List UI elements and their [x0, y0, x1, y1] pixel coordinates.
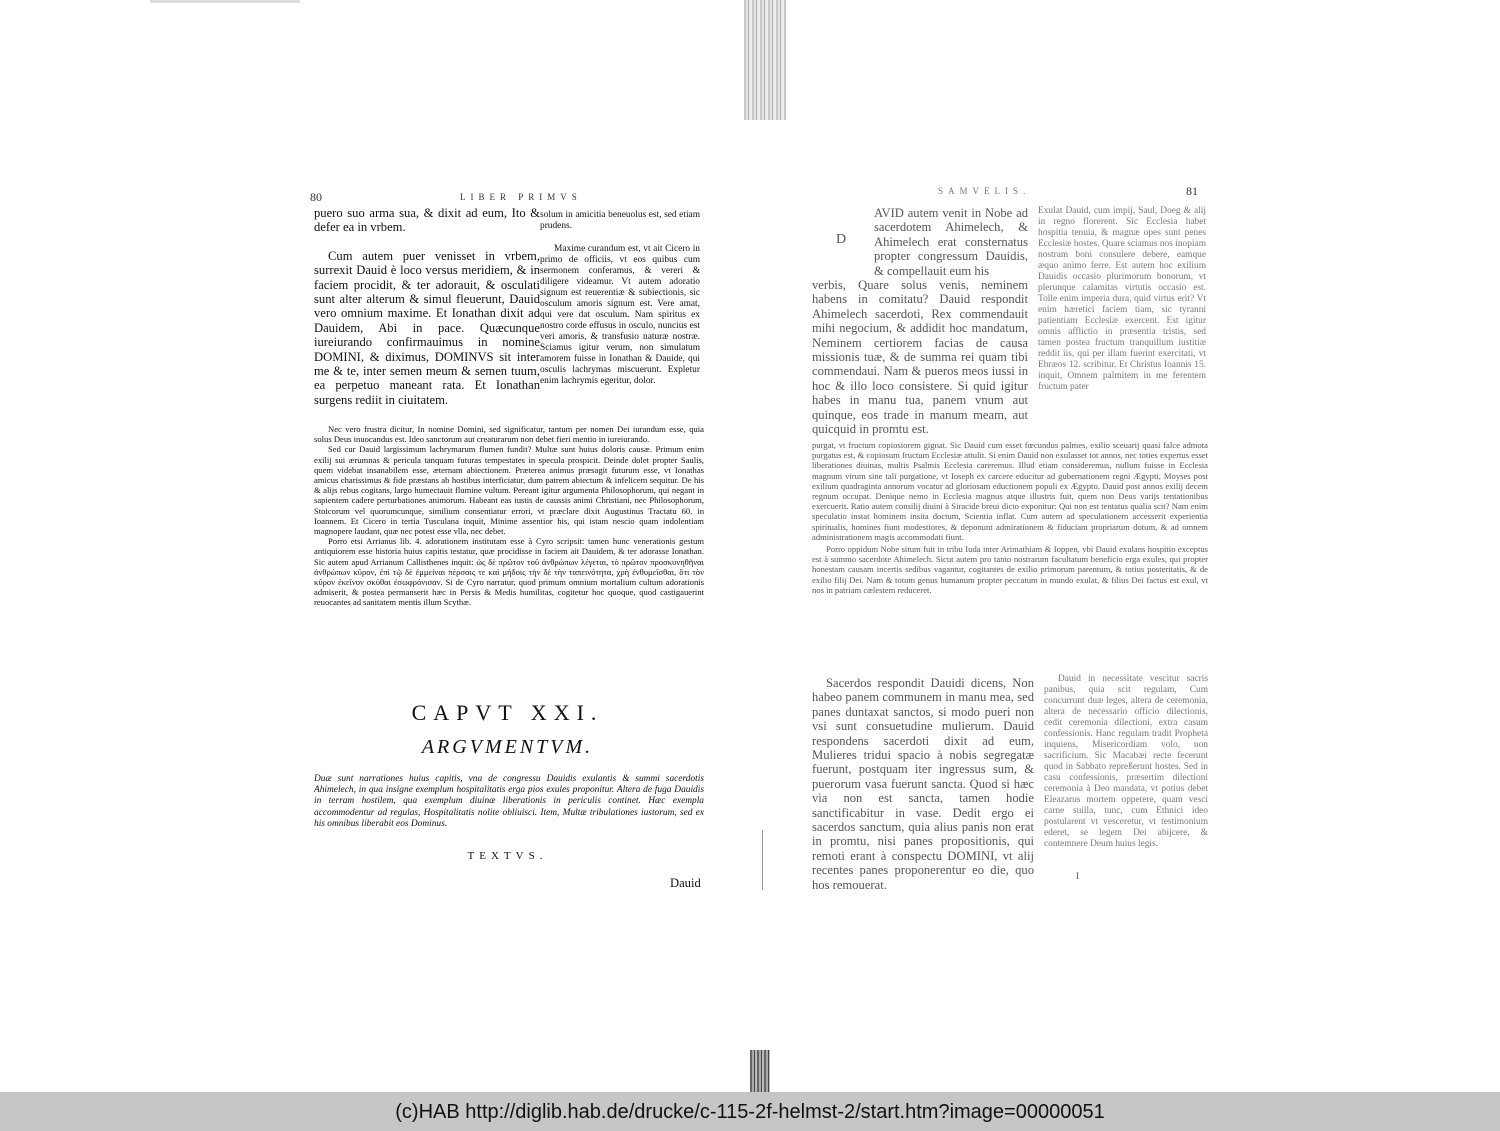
running-head: LIBER PRIMVS [460, 192, 582, 202]
chapter-heading: CAPVT XXI. [411, 700, 604, 725]
commentary-paragraph: purgat, vt fructum copiosiorem gignat. Sic Dauid cum esset fœcundus palmes, exilio sceuarij quasi falce admota purgatus est, & copiosum fructum Ecclesiæ attulit. Si enim Dauid non exulasset tot annos, nec toties expertus esset liberationes diuinas, multis Psalmis Ecclesia careremus. Illud etiam consideremus, nullum fuisse in Ecclesia magnum virum sine tali purgatione, vt Ioseph ex carcere educitur ad gubernationem regni Ægypti, Moyses post exilium quadraginta annorum vocatur ad gloriosam eductionem populi ex Ægypto. Dauid post annos exilij decem regnum occupat. Denique nemo in Ecclesia magnus atque illustris fuit, quem non Deus varijs tentationibus exercuerit. Ratio autem consilij diuini à Siracide breui dicto exponitur: Qui non est tentatus qualia scit? Nam enim speculatio instat hominem insita doctum, Scientia inflat. Cum autem ad speculationem accesserit experientia spiritualis, homines fiunt modestiores, & deponunt admirationem & fiduciam propriarum dotum, & ad omnem administrationem magis accommodati fiunt. [812, 440, 1208, 542]
text-column-1: verbis, Quare solus venis, neminem habens in comitatu? Dauid respondit Ahimelech sacerdoti, Rex commendauit mihi negocium, & addidit hoc mandatum, Neminem certiorem facias de causa missionis tuæ, & de summa rei quam tibi commendaui. Nam & pueros meos iussi in hoc & illo loco consistere. Si quid igitur habes in manu tua, panem vnum aut quinque, eos trade in manum meam, aut quicquid in promtu est. [812, 278, 1028, 437]
commentary-paragraph: Sed cur Dauid largissimum lachrymarum flumen fundit? Multæ sunt huius doloris causæ. Primum enim exilij sui ærumnas & pericula tanquam futuras tempestates in specula prospicit. Deinde dolet propter Saulis, quem videbat insanabilem esse, æternam abiectionem. Præterea animus præsagit futurum esse, vt Ionathas amicus charissimus & fide præstans ab hostibus interficiatur, dum patrem abiectum & infelicem sequitur. De his & alijs rebus cogitans, largo humectauit flumine vultum. Pereant igitur argumenta Philosophorum, qui negant in sapientem cadere perturbationes animorum. Habeant eas iustis de caussis animi Christiani, nec Philosophorum, Stoicorum vel quorumcunque, similium consentiatur errori, vt præclare dixit Augustinus Tractatu 60. in Ioannem. Et Cicero in tertia Tusculana inquit, Minime assentior his, qui istam nescio quam indolentiam magnopere laudant, quæ nec potest esse vlla, nec debet. [314, 444, 704, 537]
copyright-footer-text: (c)HAB http://diglib.hab.de/drucke/c-115-2f-helmst-2/start.htm?image=00000051 [395, 1101, 1105, 1123]
commentary-paragraph: Porro etsi Arrianus lib. 4. adorationem institutam esse à Cyro scripsit: tamen hunc venerationis gestum antiquiorem esse historia huius capitis testatur, quæ procidisse in faciem ait Dauidem, & ter adorasse Ionathan. Sic autem apud Arrianum Callisthenes inquit: ὡς δὲ πρῶτον τοῦ ἀνθρώπων λέγεται, τὸ πρῶτον προσκυνηθῆναι ἀνθρώπων κῦρον, ἐπὶ τῷ δὲ ἐμμείναι πέρσαις τε καὶ μήδοις τὴν δὲ τὴν ταπεινότητα, χρὴ ἐνθυμεῖσθαι, ὅτι τὸν κῦρον ἐκεῖνον σκύθαι ἐσωφρόνισαν. Si de Cyro narratur, quod primum omnium mortalium cultum adorationis admiserit, & postea permanserit hæc in Persis & Medis humilitas, cogitetur hoc quoque, quod castigauerint reuocantes ad sanitatem mentis illum Scythæ. [314, 536, 704, 608]
left-page [310, 188, 705, 888]
text-column-1-opening: AVID autem venit in Nobe ad sacerdotem Ahimelech, & Ahimelech erat consternatus propter congressum Dauidis, & compellauit eum his [874, 206, 1028, 278]
running-head: SAMVELIS. [938, 186, 1031, 196]
text-column-1 [314, 206, 540, 407]
gutter-line [762, 830, 763, 890]
text-column-1: Sacerdos respondit Dauidi dicens, Non habeo panem communem in manu mea, sed panes duntaxat sanctos, si modo pueri non vsi sunt consuetudine mulierum. Dauid respondens sacerdoti dixit ad eum, Mulieres tridui spacio à nobis segregatæ fuerunt, postquam iter ingressus sum, & puerorum vasa fuerunt sancta. Quod si hæc via non est sancta, tamen hodie sanctificabitur in vase. Dedit ergo ei sacerdos sanctum, quia alius panis non erat in promtu, nisi panes propositionis, qui remoti erant à conspectu DOMINI, vt alij recentes panes proponerentur eo die, quo hos remouerat. [812, 676, 1034, 892]
commentary-column-2: Dauid in necessitate vescitur sacris panibus, quia scit regulam, Cum concurrunt duæ leges, altera de ceremonia, altera de necessario officio dilectionis, cedit ceremonia dilectioni, extra casum confessionis. Hanc regulam tradit Propheta inquiens, Misericordiam volo, non sacrificium. Sic Macabæi recte fecerunt quod in Sabbato repreßerunt hostes. Sed in casu confessionis, præsertim dilectioni ceremonia à Deo mandata, vt potius debet Eleazarus mortem oppetere, quam vesci carne suilla, tunc, cum Ethnici ideo postularent vt vesceretur, vt testimonium ederet, se legem Dei abijcere, & contemnere Deum huius legis. [1044, 674, 1208, 849]
catchword: I [1076, 872, 1080, 882]
textus-heading: TEXTVS. [467, 850, 548, 862]
page-number: 80 [310, 190, 322, 204]
commentary-column-2 [540, 210, 700, 387]
text-paragraph: Cum autem puer venisset in vrbem, surrexit Dauid è loco versus meridiem, & in faciem procidit, & ter adorauit, & osculati sunt alter alterum & simul fleuerunt, Dauid vero omnium maxime. Et Ionathan dixit ad Dauidem, Abi in pace. Quæcunque iureiurando confirmauimus in nomine DOMINI, & diximus, DOMINVS sit inter me & te, inter semen meum & semen tuum, ea perpetuo maneant rata. Et Ionathan surgens rediit in ciuitatem. [314, 248, 540, 407]
argumentum-text: Duæ sunt narrationes huius capitis, vna de congressu Dauidis exulantis & summi sacerdotis Ahimelech, in qua insigne exemplum hospitalitatis erga pios exules proponitur. Altera de fuga Dauidis in terram hostilem, qua exemplum diuinæ liberationis in periculis continet. Hæc exempla accommodentur ad regulas, Hospitalitatis nolite obliuisci. Item, Multæ tribulationes iustorum, sed ex his omnibus liberabit eos Dominus. [314, 774, 704, 829]
scan-edge-artifact [150, 0, 300, 3]
commentary-paragraph: solum in amicitia beneuolus est, sed etiam prudens. [540, 210, 700, 231]
catchword: Dauid [670, 876, 701, 890]
drop-cap: D [836, 232, 847, 247]
commentary-paragraph: Nec vero frustra dicitur, In nomine Domini, sed significatur, tantum per nomen Dei iurandum esse, quia solus Deus inuocandus est. Ideo sanctorum aut creaturarum non debet fieri mentio in iureiurando. [314, 424, 704, 445]
commentary-column-2: Exulat Dauid, cum impij, Saul, Doeg & alij in regno florerent. Sic Ecclesia habet hospitia tenuia, & magnæ opes sunt penes Ecclesiæ hostes. Quare sciamus nos inopiam nostram boni consulere debere, eamque æquo animo ferre. Est autem hoc exilium Dauidis occasio plurimorum bonorum, vt plerunque calamitas virtutis occasio est. Tolle enim imperia dura, quid virtus erit? Vt enim hæretici faciem tiam, sic tyranni patientiam Ecclesiæ exercent. Est igitur omnis afflictio in præsentia tristis, sed tamen postea fructum tranquillum iustitiæ reddit iis, qui per illam fuerint exercitati, vt Ebræos 12. scribitur. Et Christus Ioannis 15. inquit, Omnem palmitem in me ferentem fructum pater [1038, 206, 1206, 392]
page-number: 81 [1186, 184, 1198, 198]
copyright-footer [0, 1092, 1500, 1131]
book-gutter-top [744, 0, 786, 120]
commentary-paragraph: Porro oppidum Nobe situm fuit in tribu Iuda inter Arimathiam & Ioppen, vbi Dauid exulans hospitio exceptus est à summo sacerdote Ahimelech. Sicut autem pro tanto nostrarum facultatum beneficio erga exules, qui propter honestam causam incertis sedibus vagantur, cogitantes de exilio primorum parentum, & totius posteritatis, & de exilio filij Dei. Nam & totum genus humanum propter peccatum in mundo exulat, & filius Dei factus est exul, vt nos in patriam cælestem reduceret. [812, 544, 1208, 595]
commentary-block [314, 424, 704, 608]
commentary-block [812, 440, 1208, 595]
book-gutter-bottom [750, 1050, 770, 1092]
text-paragraph: puero suo arma sua, & dixit ad eum, Ito & defer ea in vrbem. [314, 206, 540, 235]
argumentum-heading: ARGVMENTVM. [421, 736, 594, 758]
commentary-paragraph: Maxime curandum est, vt ait Cicero in primo de officiis, vt eos quibus cum sermonem conferamus, & vereri & diligere videamur. Vt autem adoratio signum est reuerentiæ & subiectionis, sic osculum amoris signum est. Vere amat, qui vere dat osculum. Nam spiritus ex nostro corde effusus in osculo, nuncius est veri amoris, & transfusio naturæ nostræ. Sciamus igitur verum, non simulatum amorem fuisse in Ionathan & Dauide, qui osculis lachrymas miscuerunt. Expletur enim lachrymis egeritur, dolor. [540, 244, 700, 386]
right-page [808, 182, 1210, 892]
